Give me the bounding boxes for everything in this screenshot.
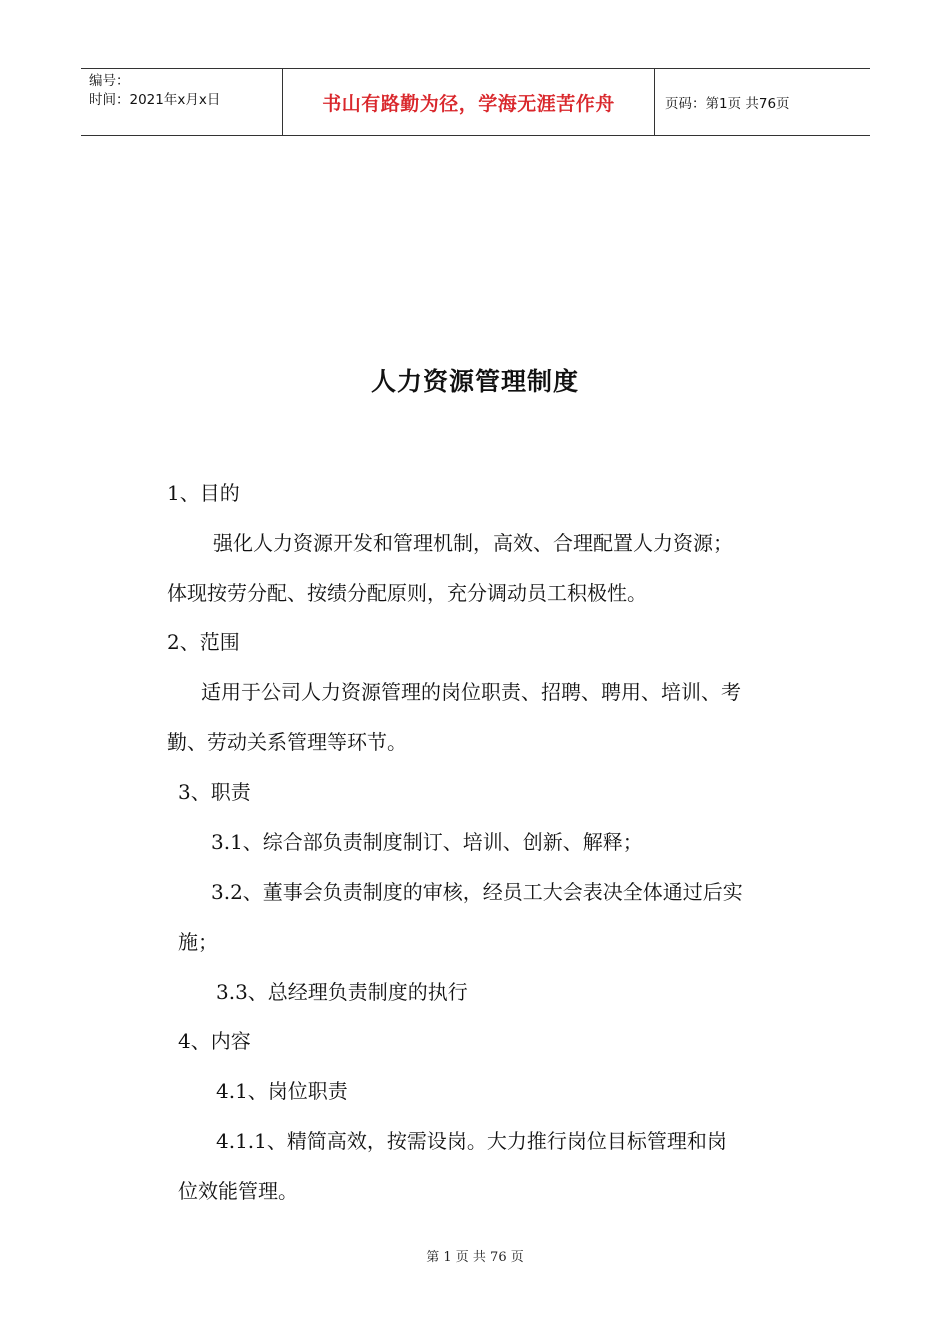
subsection-heading: 4.1、岗位职责 — [216, 1079, 348, 1103]
list-item: 3.1、综合部负责制度制订、培训、创新、解释； — [211, 830, 643, 854]
list-item: 3.2、董事会负责制度的审核，经员工大会表决全体通过后实 — [211, 880, 743, 904]
document-title: 人力资源管理制度 — [370, 367, 579, 396]
header-motto-cell — [283, 69, 655, 135]
section-heading-scope: 2、范围 — [167, 630, 240, 654]
section-heading-purpose: 1、目的 — [167, 481, 240, 505]
section-heading-duties: 3、职责 — [178, 780, 251, 804]
page-header — [81, 68, 870, 136]
header-page-info: 页码：第1页 共76页 — [665, 96, 790, 112]
paragraph-line: 施； — [178, 930, 218, 954]
paragraph-line: 位效能管理。 — [178, 1179, 298, 1203]
list-item: 4.1.1、精简高效，按需设岗。大力推行岗位目标管理和岗 — [216, 1129, 727, 1153]
document-time-label: 时间：2021年x月x日 — [89, 92, 221, 108]
header-meta-cell — [81, 69, 283, 135]
paragraph-line: 适用于公司人力资源管理的岗位职责、招聘、聘用、培训、考 — [201, 680, 741, 704]
paragraph-line: 强化人力资源开发和管理机制，高效、合理配置人力资源； — [213, 531, 733, 555]
header-motto: 书山有路勤为径，学海无涯苦作舟 — [322, 92, 615, 115]
header-page-cell — [655, 69, 870, 135]
paragraph-line: 勤、劳动关系管理等环节。 — [167, 730, 407, 754]
document-number-label: 编号： — [89, 73, 130, 89]
paragraph-line: 体现按劳分配、按绩分配原则，充分调动员工积极性。 — [167, 581, 647, 605]
list-item: 3.3、总经理负责制度的执行 — [216, 980, 468, 1004]
section-heading-content: 4、内容 — [178, 1029, 251, 1053]
page-footer: 第 1 页 共 76 页 — [426, 1250, 524, 1265]
